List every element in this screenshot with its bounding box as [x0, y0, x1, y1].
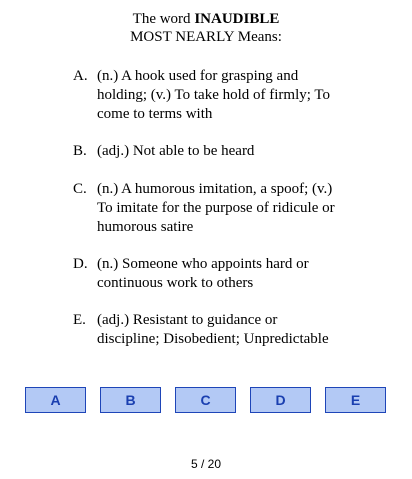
answer-b-button[interactable]: B — [100, 387, 161, 413]
answer-c-button[interactable]: C — [175, 387, 236, 413]
option-letter: D. — [73, 256, 88, 272]
option-text: (adj.) Resistant to guidance or discipline; Disobedient; Unpredictable — [97, 312, 329, 347]
option-text: (n.) A humorous imitation, a spoof; (v.) To imitate for the purpose of ridicule or humorous satire — [97, 181, 335, 235]
answer-button-row — [25, 387, 387, 413]
progress-indicator: 5 / 20 — [190, 457, 222, 471]
option-letter: E. — [73, 312, 86, 328]
question-prefix: The word — [132, 11, 195, 27]
question-word: INAUDIBLE — [194, 11, 280, 27]
option-text: (n.) Someone who appoints hard or continuous work to others — [97, 256, 309, 291]
option-letter: B. — [73, 143, 87, 159]
answer-d-button[interactable]: D — [250, 387, 311, 413]
question-line-1 — [0, 10, 412, 28]
question-line-2: MOST NEARLY Means: — [130, 29, 282, 45]
option-text: (n.) A hook used for grasping and holding; (v.) To take hold of firmly; To come to terms with — [97, 68, 331, 122]
option-text: (adj.) Not able to be heard — [97, 143, 255, 159]
option-letter: C. — [73, 181, 87, 197]
question-prompt — [0, 10, 412, 46]
answer-e-button[interactable]: E — [325, 387, 386, 413]
option-letter: A. — [73, 68, 88, 84]
answer-a-button[interactable]: A — [25, 387, 86, 413]
